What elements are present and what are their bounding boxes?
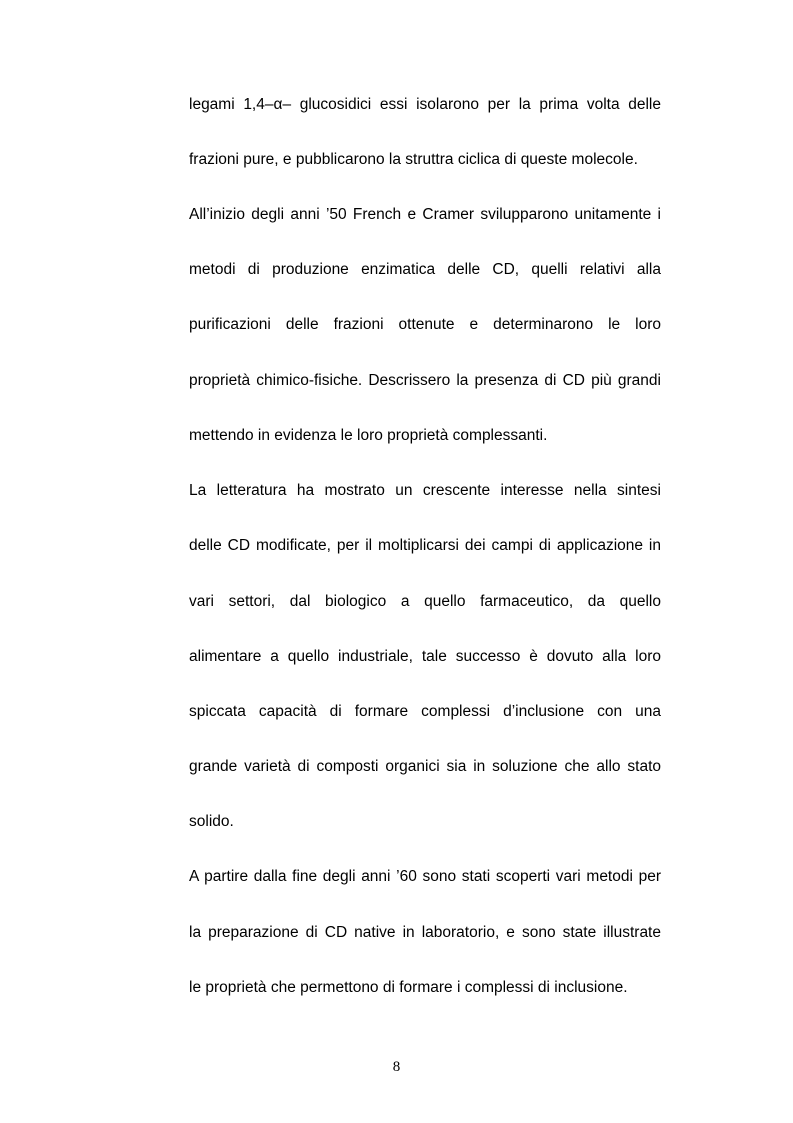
text-line: legami 1,4–α– glucosidici essi isolarono per la prima volta delle — [189, 96, 661, 113]
text-line: delle CD modificate, per il moltiplicarsi dei campi di applicazione in — [189, 537, 661, 554]
text-line: A partire dalla fine degli anni ’60 sono stati scoperti vari metodi per — [189, 868, 661, 885]
text-line: grande varietà di composti organici sia in soluzione che allo stato — [189, 758, 661, 775]
text-line: solido. — [189, 813, 234, 830]
text-line: proprietà chimico-fisiche. Descrissero la presenza di CD più grandi — [189, 372, 661, 389]
text-line: alimentare a quello industriale, tale successo è dovuto alla loro — [189, 648, 661, 665]
text-line: All’inizio degli anni ’50 French e Cramer svilupparono unitamente i — [189, 206, 661, 223]
text-line: frazioni pure, e pubblicarono la struttra ciclica di queste molecole. — [189, 151, 638, 168]
text-line: la preparazione di CD native in laboratorio, e sono state illustrate — [189, 924, 661, 941]
text-line: spiccata capacità di formare complessi d’inclusione con una — [189, 703, 661, 720]
text-line: mettendo in evidenza le loro proprietà complessanti. — [189, 427, 548, 444]
text-line: purificazioni delle frazioni ottenute e determinarono le loro — [189, 316, 661, 333]
text-line: metodi di produzione enzimatica delle CD, quelli relativi alla — [189, 261, 661, 278]
text-line: le proprietà che permettono di formare i complessi di inclusione. — [189, 979, 628, 996]
page-number: 8 — [392, 1059, 401, 1075]
text-line: vari settori, dal biologico a quello farmaceutico, da quello — [189, 593, 661, 610]
text-line: La letteratura ha mostrato un crescente interesse nella sintesi — [189, 482, 661, 499]
